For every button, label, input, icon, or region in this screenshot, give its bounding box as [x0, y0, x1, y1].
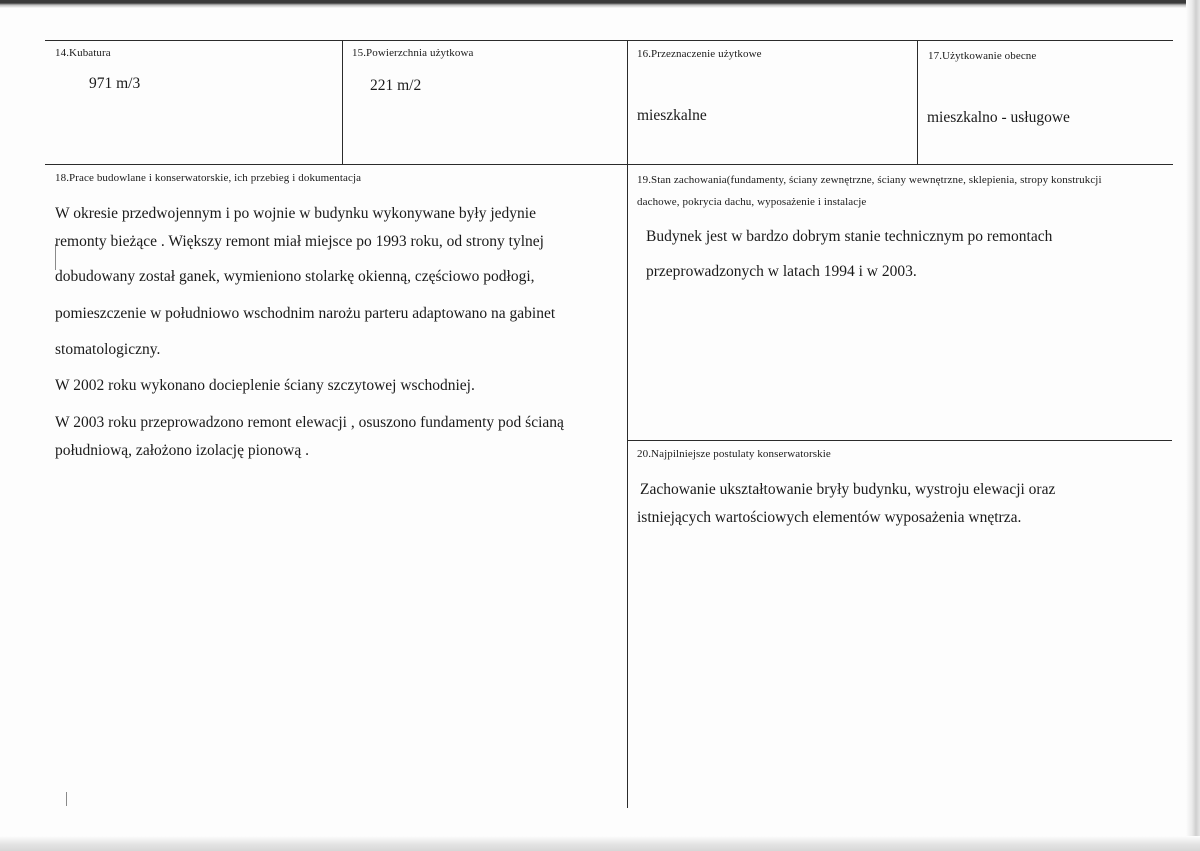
right-column-divider-rule — [628, 440, 1172, 441]
prace-line: stomatologiczny. — [55, 341, 161, 358]
stan-line: Budynek jest w bardzo dobrym stanie technicznym po remontach — [646, 228, 1053, 245]
powierzchnia-value: 221 m/2 — [370, 77, 422, 94]
scan-mark — [66, 792, 67, 806]
przeznaczenie-value: mieszkalne — [637, 107, 707, 124]
table-top-rule — [45, 40, 1173, 41]
column-divider-3 — [917, 40, 918, 164]
prace-line: W 2002 roku wykonano docieplenie ściany szczytowej wschodniej. — [55, 377, 475, 394]
kubatura-label: 14.Kubatura — [55, 47, 111, 59]
prace-line: remonty bieżące . Większy remont miał miejsce po 1993 roku, od strony tylnej — [55, 233, 544, 250]
powierzchnia-label: 15.Powierzchnia użytkowa — [352, 47, 474, 59]
stan-line: przeprowadzonych w latach 1994 i w 2003. — [646, 263, 917, 280]
column-divider-1 — [342, 40, 343, 164]
row-divider-rule — [45, 164, 1173, 165]
scan-top-edge — [0, 0, 1200, 8]
przeznaczenie-label: 16.Przeznaczenie użytkowe — [637, 48, 762, 60]
scan-right-edge — [1186, 0, 1200, 851]
postulaty-label: 20.Najpilniejsze postulaty konserwatorskie — [637, 448, 831, 460]
stan-label: 19.Stan zachowania(fundamenty, ściany zewnętrzne, ściany wewnętrzne, sklepienia, stropy konstrukcji — [637, 174, 1102, 186]
prace-line: W okresie przedwojennym i po wojnie w budynku wykonywane były jedynie — [55, 205, 536, 222]
uzytkowanie-label: 17.Użytkowanie obecne — [928, 50, 1037, 62]
scan-bottom-edge — [0, 836, 1200, 851]
column-divider-2 — [627, 40, 628, 808]
prace-line: W 2003 roku przeprowadzono remont elewacji , osuszono fundamenty pod ścianą — [55, 414, 564, 431]
uzytkowanie-value: mieszkalno - usługowe — [927, 109, 1070, 126]
postulaty-line: Zachowanie ukształtowanie bryły budynku, wystroju elewacji oraz — [640, 481, 1056, 498]
postulaty-line: istniejących wartościowych elementów wyposażenia wnętrza. — [637, 509, 1022, 526]
prace-line: południową, założono izolację pionową . — [55, 442, 309, 459]
kubatura-value: 971 m/3 — [89, 75, 141, 92]
prace-line: pomieszczenie w południowo wschodnim narożu parteru adaptowano na gabinet — [55, 305, 556, 322]
prace-line: dobudowany został ganek, wymieniono stolarkę okienną, częściowo podłogi, — [55, 268, 535, 285]
stan-label: dachowe, pokrycia dachu, wyposażenie i instalacje — [637, 196, 867, 208]
prace-label: 18.Prace budowlane i konserwatorskie, ich przebieg i dokumentacja — [55, 172, 362, 184]
